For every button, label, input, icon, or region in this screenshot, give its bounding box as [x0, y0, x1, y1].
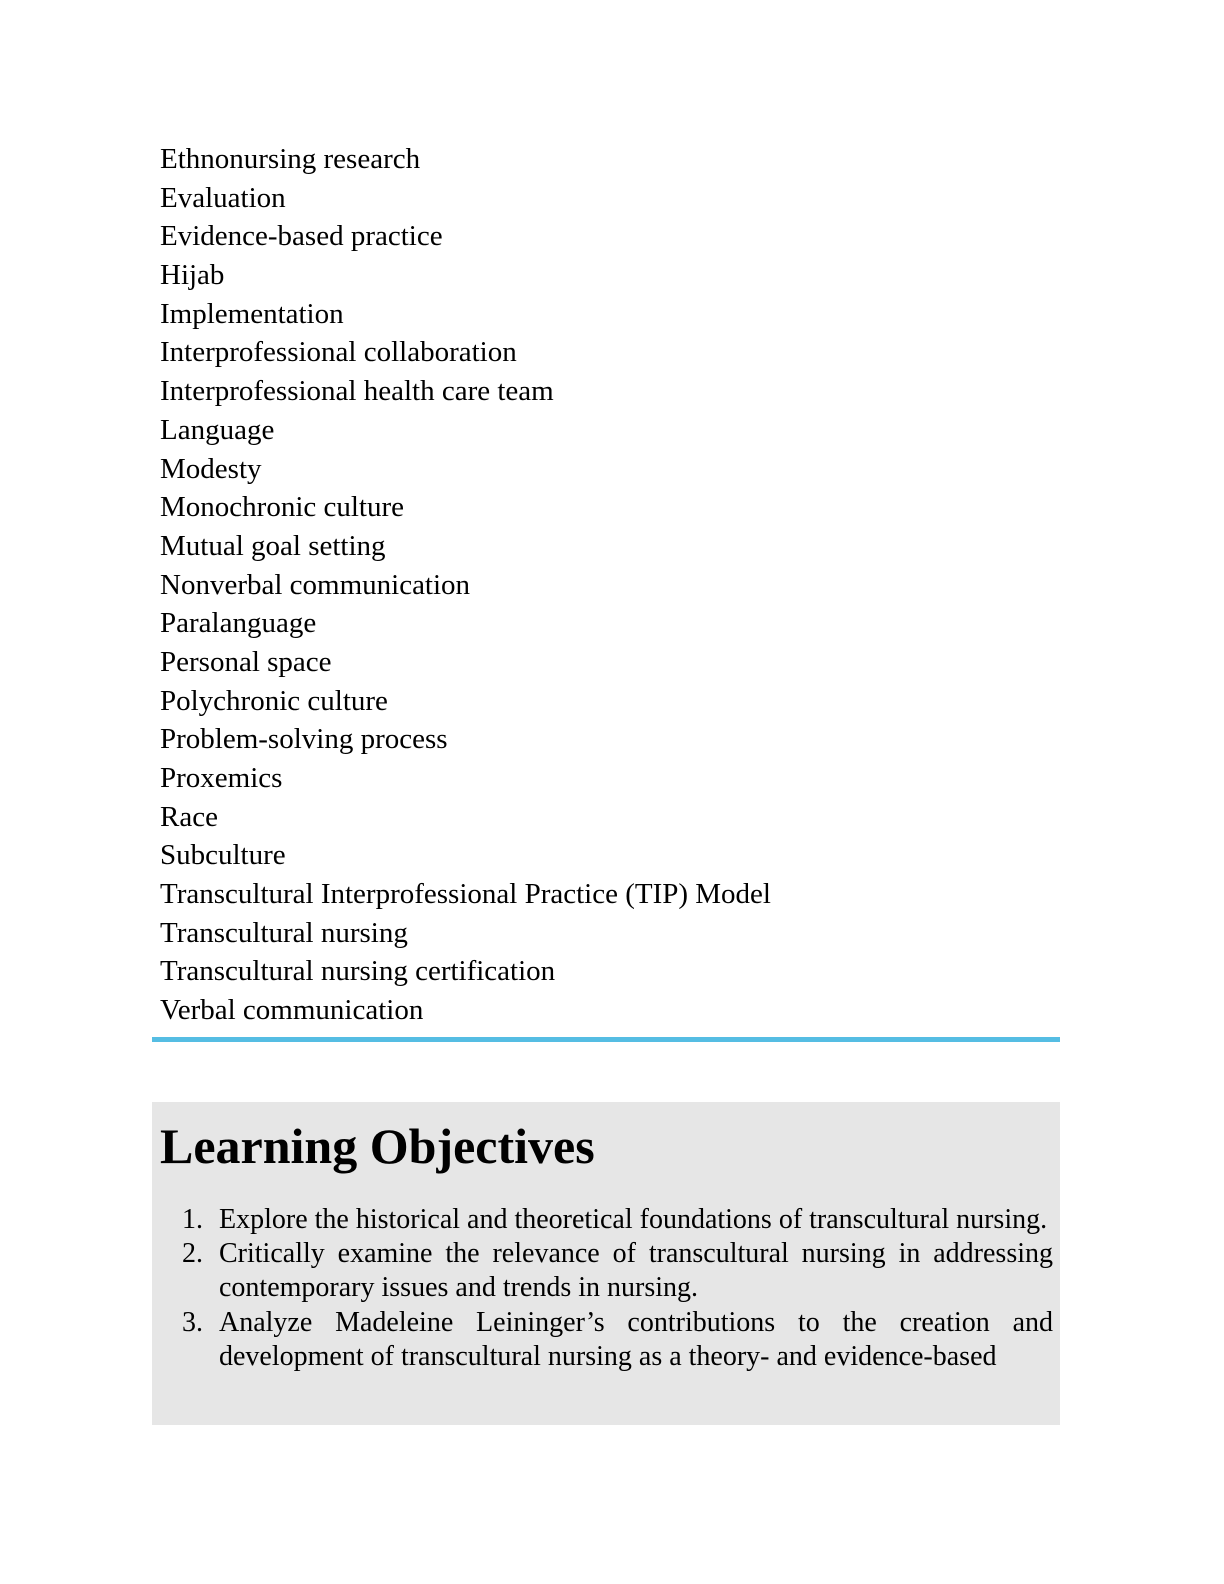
key-term: Transcultural nursing [160, 916, 408, 949]
key-terms-list [160, 140, 771, 1030]
key-term: Transcultural Interprofessional Practice (TIP) Model [160, 878, 771, 911]
objective-number: 2. [182, 1238, 203, 1270]
objective-item [182, 1237, 1053, 1305]
objective-text: Critically examine the relevance of transcultural nursing in addressing contemporary issues and trends in nursing. [219, 1238, 1053, 1304]
key-term: Verbal communication [160, 994, 424, 1027]
learning-objectives-list [182, 1203, 1053, 1374]
objective-text: Analyze Madeleine Leininger’s contributions to the creation and development of transcultural nursing as a theory- and evidence-based [219, 1306, 1053, 1372]
objective-number: 1. [182, 1204, 203, 1235]
objective-number: 3. [182, 1306, 203, 1338]
key-term: Ethnonursing research [160, 143, 421, 175]
key-term: Evidence-based practice [160, 220, 443, 253]
key-term: Paralanguage [160, 607, 317, 640]
key-term: Implementation [160, 297, 344, 330]
key-term: Modesty [160, 452, 262, 485]
learning-objectives-box [152, 1102, 1060, 1425]
key-term: Interprofessional health care team [160, 375, 554, 408]
key-term: Proxemics [160, 762, 283, 794]
objective-item [182, 1203, 1053, 1237]
key-term: Polychronic culture [160, 684, 388, 717]
key-term: Nonverbal communication [160, 568, 471, 601]
key-term: Subculture [160, 839, 286, 872]
objective-text: Explore the historical and theoretical foundations of transcultural nursing. [219, 1204, 1048, 1235]
section-divider [152, 1037, 1060, 1042]
key-term: Interprofessional collaboration [160, 336, 517, 369]
key-term: Monochronic culture [160, 491, 405, 524]
learning-objectives-heading: Learning Objectives [160, 1118, 595, 1174]
objective-item [182, 1306, 1053, 1374]
key-term: Race [160, 800, 218, 833]
key-term: Mutual goal setting [160, 529, 386, 562]
key-term: Problem-solving process [160, 723, 448, 756]
key-term: Language [160, 413, 275, 446]
key-term: Evaluation [160, 181, 286, 214]
key-term: Hijab [160, 259, 225, 292]
key-term: Personal space [160, 645, 332, 678]
key-term: Transcultural nursing certification [160, 955, 556, 988]
